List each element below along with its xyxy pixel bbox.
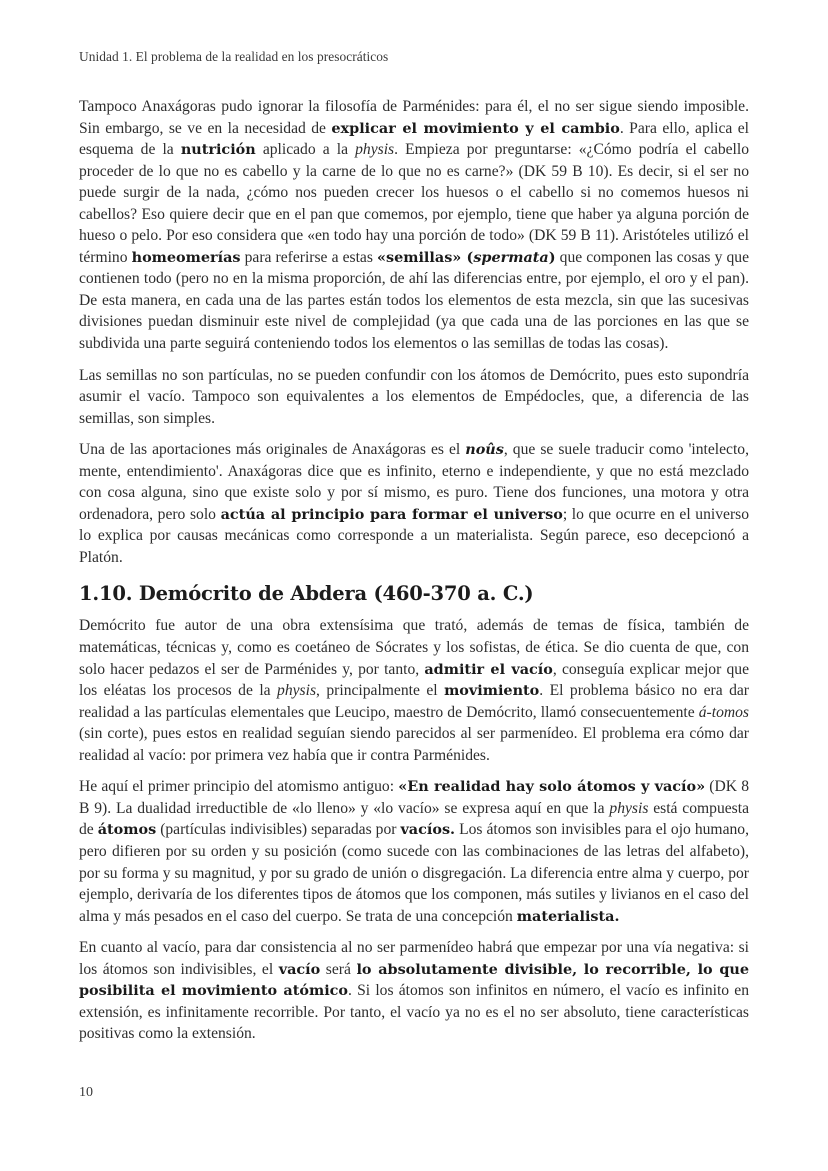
running-header: Unidad 1. El problema de la realidad en los presocráticos [79, 49, 389, 64]
italic-text: physis [609, 799, 649, 817]
bold-text: «En realidad hay solo átomos y vacío» [398, 778, 706, 796]
text-run: que componen las cosas y que contienen todo (pero no en la misma proporción, de ahí las diferencias entre, por ejemplo, el oro y el pan). De esta manera, en cada una de las partes están todos los elementos de esta mezcla, sin que las sucesivas divisiones puedan disminuir este nivel de complejidad (ya que cada una de las porciones en las que se subdivida una parte seguirá conteniendo todos los elementos o las semillas de todas las cosas). [79, 248, 750, 353]
text-run: (sin corte), pues estos en realidad seguían siendo parecidos al ser parmenídeo. El problema era cómo dar realidad al vacío: por primera vez había que ir contra Parménides. [79, 725, 749, 764]
italic-text: physis [277, 682, 317, 700]
bold-text: movimiento [444, 682, 540, 700]
paragraph [79, 365, 749, 430]
text-run: , que se suele traducir como 'intelecto, mente, entendimiento'. Anaxágoras dice que es infinito, eterno e independiente, y que no está mezclado con cosa alguna, sino que existe solo y por sí mismo, es puro. Tiene dos funciones, una motora y otra ordenadora, pero solo [79, 441, 749, 523]
text-run: . Si los átomos son infinitos en número, el vacío es infinito en extensión, es infinitamente recorrible. Por tanto, el vacío ya no es el no ser absoluto, tiene características positivas como la extensión. [79, 982, 749, 1043]
bold-text: homeomerías [131, 248, 241, 266]
text-run: , conseguía explicar mejor que los eléatas los procesos de la [79, 660, 749, 700]
text-run: será [320, 960, 357, 978]
italic-text: physis [355, 141, 395, 159]
bold-text: explicar el movimiento y el cambio [331, 119, 620, 137]
bold-italic-text: noûs [465, 441, 504, 459]
section-democrito-body [79, 615, 749, 1044]
bold-text: nutrición [180, 141, 256, 159]
bold-text: lo absolutamente divisible, lo recorrible, lo que posibilita el movimiento atómico [79, 960, 750, 1000]
bold-text: «semillas» ( [376, 248, 474, 266]
text-run: está compuesta de [79, 799, 749, 839]
page-number: 10 [79, 1085, 93, 1100]
text-run: Las semillas no son partículas, no se pueden confundir con los átomos de Demócrito, pues esto supondría asumir el vacío. Tampoco son equivalentes a los elementos de Empédocles, que, a diferencia de las semillas, son simples. [79, 366, 749, 427]
bold-text: actúa al principio para formar el universo [220, 505, 563, 523]
text-run: (DK 8 B 9). La dualidad irreductible de «lo lleno» y «lo vacío» se expresa aquí en que la [79, 778, 749, 817]
bold-italic-text: spermata [473, 248, 549, 266]
text-run: para referirse a estas [240, 248, 377, 266]
section-heading: 1.10. Demócrito de Abdera (460-370 a. C.) [79, 582, 534, 606]
text-run: Los átomos son invisibles para el ojo humano, pero difieren por su orden y su posición (como sucede con las combinaciones de las letras del alfabeto), por su forma y su magnitud, y por su grado de unión o disgregación. La diferencia entre alma y cuerpo, por ejemplo, derivaría de los diferentes tipos de átomos que los componen, más sutiles y livianos en el caso del alma y más pesados en el caso del cuerpo. Se trata de una concepción [79, 821, 749, 925]
text-run: En cuanto al vacío, para dar consistencia al no ser parmenídeo habrá que empezar por una vía negativa: si los átomos son indivisibles, el [79, 939, 749, 978]
text-run: aplicado a la [255, 141, 356, 159]
text-run: ; lo que ocurre en el universo lo explica por causas mecánicas como corresponde a un materialista. Según parece, eso decepcionó a Platón. [79, 505, 749, 566]
italic-text: á-tomos [698, 703, 749, 721]
paragraph [79, 439, 749, 568]
page-content [79, 96, 749, 1055]
paragraph [79, 96, 749, 355]
text-run: (partículas indivisibles) separadas por [156, 821, 401, 839]
text-run: He aquí el primer principio del atomismo antiguo: [79, 778, 399, 796]
paragraph [79, 937, 749, 1045]
text-run: Tampoco Anaxágoras pudo ignorar la filosofía de Parménides: para él, el no ser sigue siendo imposible. Sin embargo, se ve en la necesidad de [79, 98, 749, 137]
bold-text: ) [548, 248, 556, 266]
bold-text: vacíos. [400, 821, 456, 839]
text-run: Demócrito fue autor de una obra extensísima que trató, además de temas de física, también de matemáticas, técnicas y, como es coetáneo de Sócrates y los sofistas, de ética. Se dio cuenta de que, con solo hacer pedazos el ser de Parménides y, por tanto, [79, 617, 749, 678]
text-run: Una de las aportaciones más originales de Anaxágoras es el [79, 441, 466, 459]
bold-text: materialista. [516, 907, 620, 925]
text-run: . Empieza por preguntarse: «¿Cómo podría el cabello proceder de lo que no es cabello y la carne de lo que no es carne?» (DK 59 B 10). Es decir, si el ser no puede surgir de la nada, ¿cómo nos pueden crecer los huesos o el cabello si no comemos huesos ni cabellos? Eso quiere decir que en el pan que comemos, por ejemplo, tiene que haber ya alguna porción de hueso o pelo. Por eso considera que «en todo hay una porción de todo» (DK 59 B 11). Aristóteles utilizó el término [79, 141, 749, 266]
bold-text: vacío [278, 960, 321, 978]
text-run: , principalmente el [316, 682, 445, 700]
text-run: . Para ello, aplica el esquema de la [79, 119, 749, 159]
bold-text: admitir el vacío [424, 660, 553, 678]
paragraph [79, 776, 749, 927]
bold-text: átomos [97, 821, 157, 839]
paragraph [79, 615, 749, 766]
section-anaxagoras-body [79, 96, 749, 568]
text-run: . El problema básico no era dar realidad a las partículas elementales que Leucipo, maestro de Demócrito, llamó consecuentemente [79, 682, 749, 721]
